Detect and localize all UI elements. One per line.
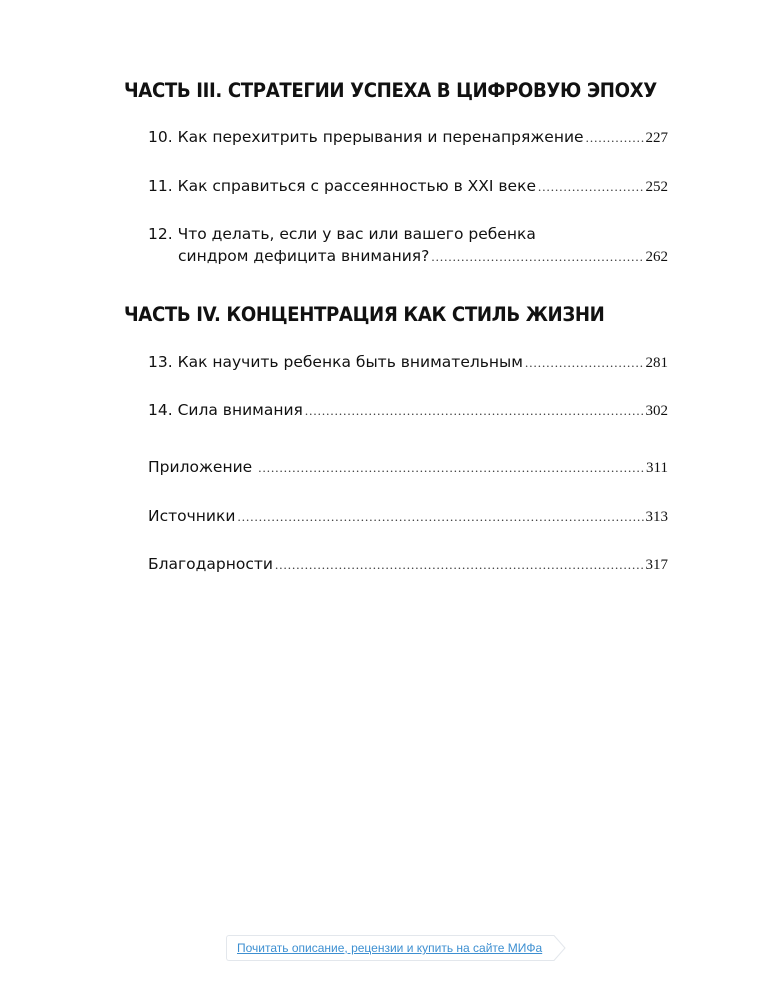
toc-entry-page: 313: [645, 509, 668, 525]
buy-on-mif-link[interactable]: Почитать описание, рецензии и купить на сайте МИФа: [226, 935, 552, 961]
toc-entry-page: 317: [645, 557, 668, 573]
toc-leader-dots: [258, 457, 644, 479]
toc-leader-dots: [525, 352, 644, 374]
toc-entry-label-line1: 12. Что делать, если у вас или вашего ребенка: [148, 225, 536, 243]
toc-entry-sources: [148, 505, 668, 528]
toc-entry-page: 281: [645, 355, 668, 371]
toc-entry-chapter-10: [148, 126, 668, 149]
part-4-title: ЧАСТЬ IV. КОНЦЕНТРАЦИЯ КАК СТИЛЬ ЖИЗНИ: [124, 303, 605, 326]
toc-entry-label-line2: синдром дефицита внимания?: [178, 247, 430, 265]
toc-leader-dots: [586, 127, 644, 149]
toc-entry-label: 14. Сила внимания: [148, 401, 303, 419]
toc-entry-chapter-14: [148, 399, 668, 422]
toc-entry-label: Источники: [148, 507, 236, 525]
toc-leader-dots: [431, 246, 643, 268]
toc-entry-label: Благодарности: [148, 555, 273, 573]
toc-entry-label: 11. Как справиться с рассеянностью в XXI веке: [148, 177, 536, 195]
part-3-title: ЧАСТЬ III. СТРАТЕГИИ УСПЕХА В ЦИФРОВУЮ ЭПОХУ: [124, 79, 657, 102]
toc-entry-label: 10. Как перехитрить прерывания и перенапряжение: [148, 128, 584, 146]
toc-entry-page: 311: [646, 460, 668, 476]
toc-entry-page: 302: [645, 403, 668, 419]
toc-entry-acknowledgements: [148, 553, 668, 576]
toc-entry-chapter-13: [148, 351, 668, 374]
toc-entry-appendix: [148, 456, 668, 479]
toc-entry-page: 252: [645, 179, 668, 195]
toc-entry-page: 227: [645, 130, 668, 146]
toc-leader-dots: [305, 400, 644, 422]
toc-entry-chapter-11: [148, 175, 668, 198]
toc-entry-page: 262: [645, 249, 668, 265]
toc-entry-chapter-12: [148, 223, 668, 268]
toc-leader-dots: [538, 176, 644, 198]
toc-entry-label: 13. Как научить ребенка быть внимательным: [148, 353, 523, 371]
toc-entry-label: Приложение: [148, 458, 253, 476]
toc-leader-dots: [275, 554, 644, 576]
toc-entry-line2: [148, 245, 668, 268]
footer-link-container: [226, 935, 552, 961]
toc-leader-dots: [237, 506, 643, 528]
